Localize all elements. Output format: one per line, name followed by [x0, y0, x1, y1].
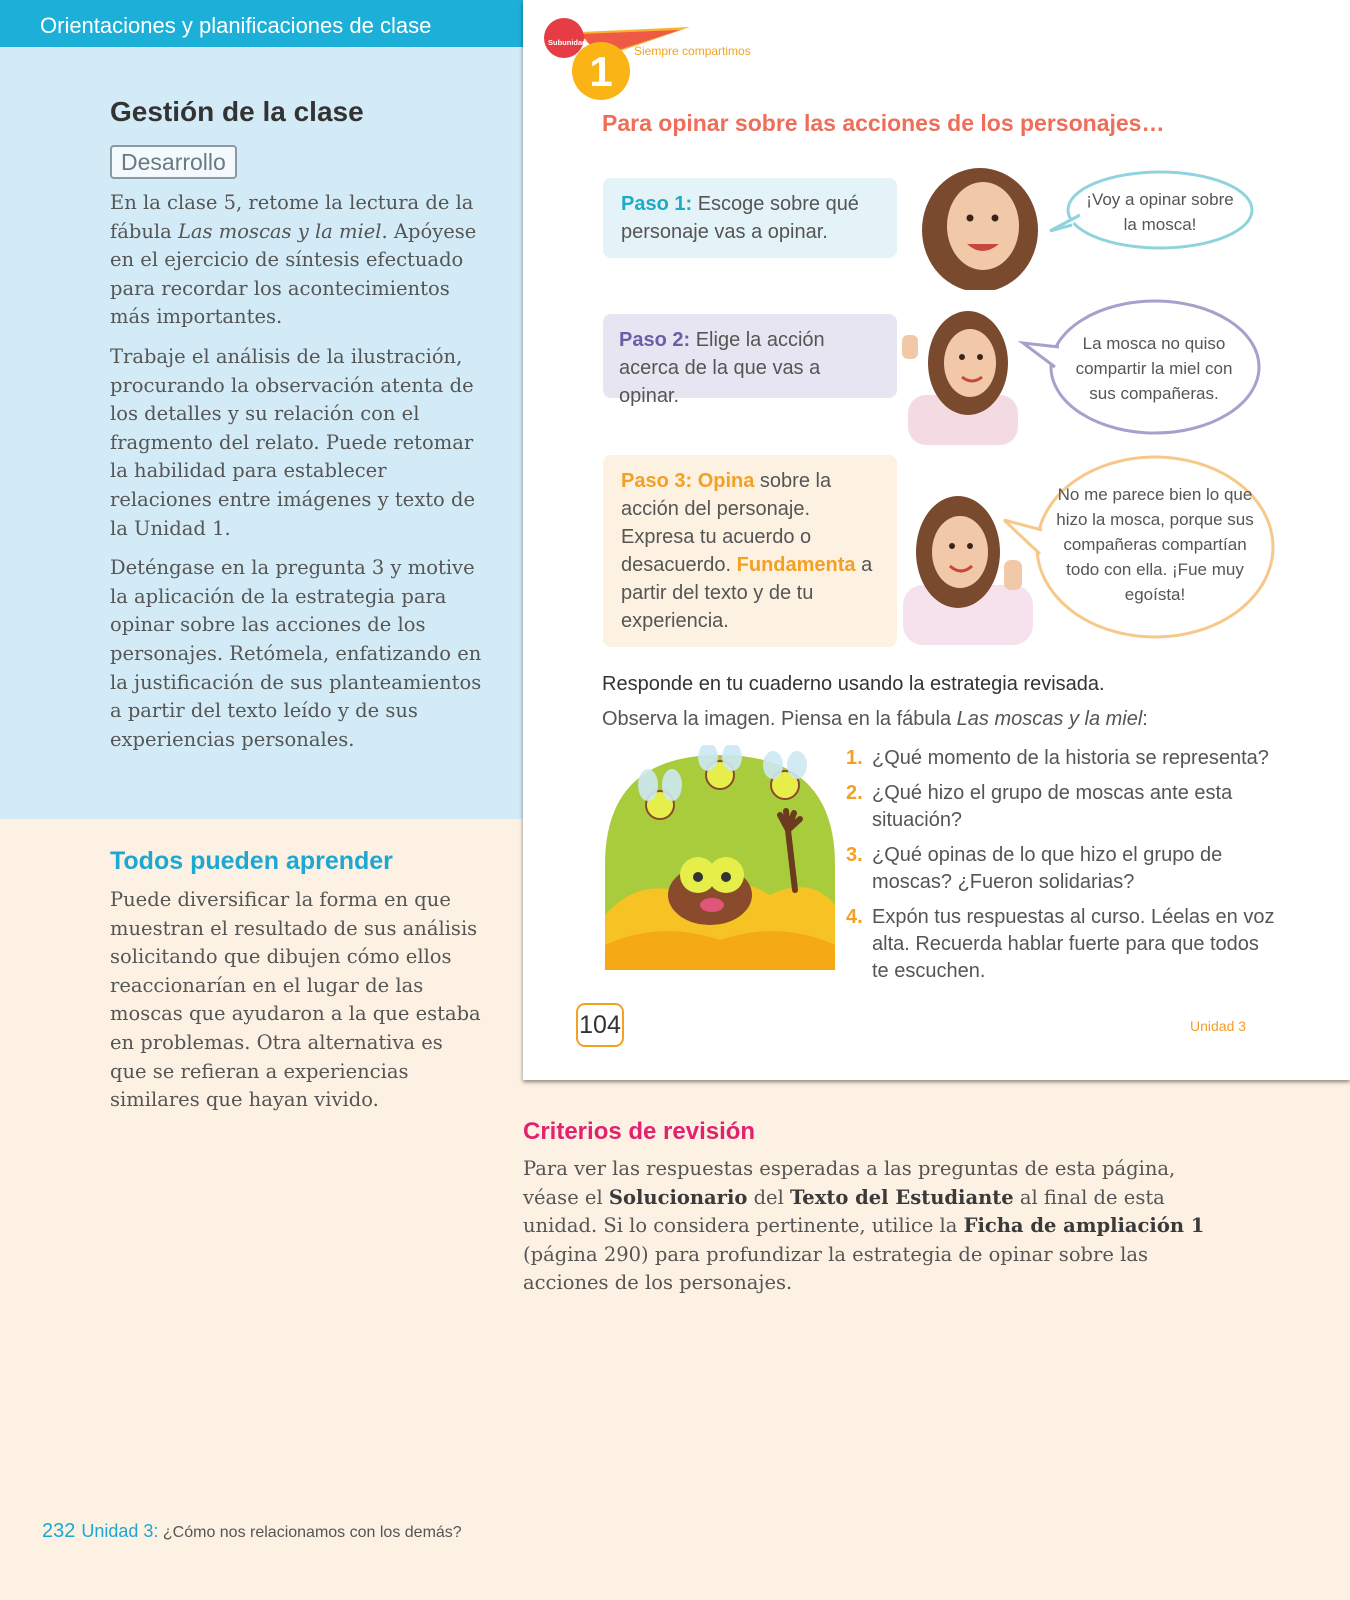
page-footer	[42, 1520, 462, 1543]
footer-page-number: 232	[42, 1520, 76, 1542]
question-2: 2. ¿Qué hizo el grupo de moscas ante esta situación?	[846, 782, 1233, 831]
footer-unit: Unidad 3:	[81, 1521, 159, 1541]
todos-title: Todos pueden aprender	[110, 847, 393, 875]
strategy-title: Para opinar sobre las acciones de los personajes…	[602, 110, 1165, 136]
step-2-label: Paso 2:	[619, 329, 691, 351]
header-title: Orientaciones y planificaciones de clase	[40, 13, 432, 38]
footer-subtitle: ¿Cómo nos relacionamos con los demás?	[158, 1524, 462, 1541]
step-1-text: Escoge sobre qué personaje vas a opinar.	[621, 193, 859, 243]
step-2-text: Elige la acción acerca de la que vas a opinar.	[619, 329, 825, 407]
gestion-text	[110, 189, 490, 765]
step-3-box	[603, 455, 897, 647]
gestion-title: Gestión de la clase	[110, 96, 364, 127]
girl-photo-1	[915, 160, 1045, 290]
subunit-title: Siempre compartimos	[634, 44, 751, 58]
step-1-box	[603, 178, 897, 258]
respond-heading: Responde en tu cuaderno usando la estrategia revisada.	[602, 673, 1105, 695]
question-3: 3. ¿Qué opinas de lo que hizo el grupo de moscas? ¿Fueron solidarias?	[846, 844, 1223, 893]
criterios-text: Para ver las respuestas esperadas a las preguntas de esta página, véase el Solucionario del Texto del Estudiante al final de esta unidad. Si lo considera pertinente, utilice la Ficha de ampliación 1 (página 290) para profundizar la estrategia de opinar sobre las acciones de los personajes.	[523, 1157, 1205, 1295]
step-3-text-a: sobre la acción del personaje. Expresa tu acuerdo o desacuerdo.	[621, 470, 832, 576]
gestion-paragraph-3: Deténgase en la pregunta 3 y motive la aplicación de la estrategia para opinar sobre las acciones de los personajes. Retómela, enfatizando en la justificación de sus planteamientos a partir del texto leído y de sus experiencias personales.	[110, 556, 482, 751]
step-3-label: Paso 3: Opina	[621, 470, 755, 492]
speech-bubble-2-text: La mosca no quiso compartir la miel con sus compañeras.	[1075, 334, 1233, 403]
step-3-label-b: Fundamenta	[736, 554, 856, 576]
gestion-paragraph-1: En la clase 5, retome la lectura de la fábula Las moscas y la miel. Apóyese en el ejercicio de síntesis efectuado para recordar los acontecimientos más importantes.	[110, 191, 477, 329]
flies-honey-illustration	[600, 745, 840, 975]
desarrollo-badge: Desarrollo	[110, 145, 237, 179]
subunit-number: 1	[572, 42, 630, 100]
girl-photo-2	[900, 305, 1025, 445]
questions-list	[846, 745, 1276, 993]
subunidad-label: Subunidad	[548, 38, 587, 47]
step-3-text-b: a partir del texto y de tu experiencia.	[621, 554, 873, 632]
step-2-box	[603, 314, 897, 407]
todos-text: Puede diversificar la forma en que muestran el resultado de sus análisis solicitando que dibujen cómo ellos reaccionarían en el lugar de las moscas que ayudaron a la que estaba en problemas. Otra alternativa es que se refieran a experiencias similares que hayan vivido.	[110, 888, 481, 1112]
student-unit-label: Unidad 3	[1190, 1018, 1247, 1034]
question-4: 4. Expón tus respuestas al curso. Léelas en voz alta. Recuerda hablar fuerte para que todos te escuchen.	[846, 906, 1275, 982]
student-page-number: 104	[576, 1003, 624, 1047]
gestion-paragraph-2: Trabaje el análisis de la ilustración, procurando la observación atenta de los detalles y su relación con el fragmento del relato. Puede retomar la habilidad para establecer relaciones entre imágenes y texto de la Unidad 1.	[110, 344, 475, 540]
speech-bubble-1-text: ¡Voy a opinar sobre la mosca!	[1086, 190, 1234, 234]
observe-line: Observa la imagen. Piensa en la fábula Las moscas y la miel:	[602, 708, 1148, 730]
speech-bubble-3-text: No me parece bien lo que hizo la mosca, porque sus compañeras compartían todo con ella. ¡Fue muy egoísta!	[1056, 485, 1254, 604]
question-1: 1. ¿Qué momento de la historia se representa?	[846, 747, 1269, 769]
step-1-label: Paso 1:	[621, 193, 693, 215]
criterios-title: Criterios de revisión	[523, 1118, 756, 1145]
